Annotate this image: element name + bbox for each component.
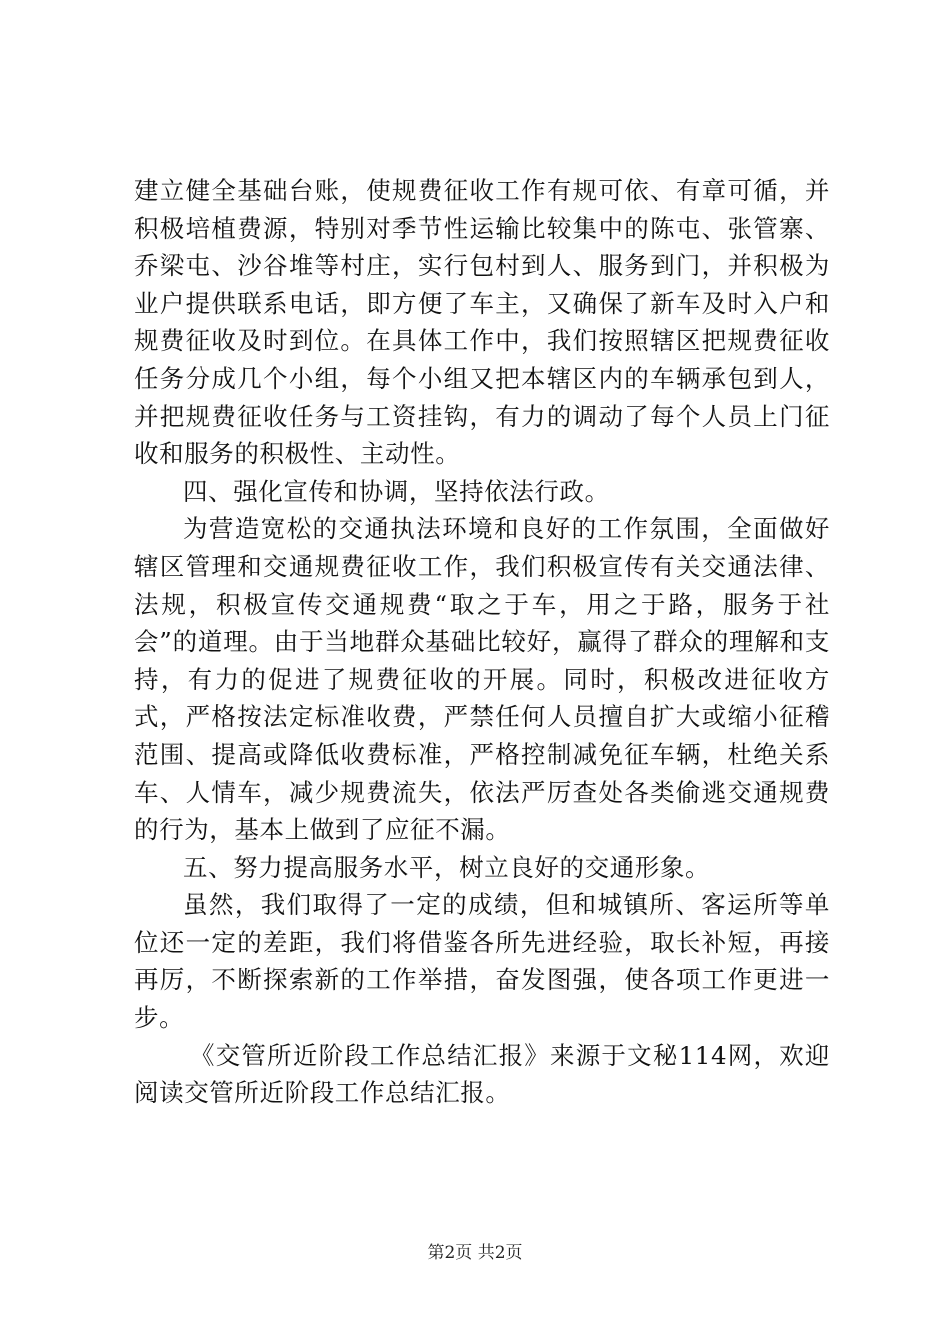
source-note: 《交管所近阶段工作总结汇报》来源于文秘114网，欢迎阅读交管所近阶段工作总结汇报。 xyxy=(134,1040,830,1108)
body-paragraph: 建立健全基础台账，使规费征收工作有规可依、有章可循，并积极培植费源，特别对季节性运输比较集中的陈屯、张管寨、乔梁屯、沙谷堆等村庄，实行包村到人、服务到门，并积极为业户提供联系电话，即方便了车主，又确保了新车及时入户和规费征收及时到位。在具体工作中，我们按照辖区把规费征收任务分成几个小组，每个小组又把本辖区内的车辆承包到人，并把规费征收任务与工资挂钩，有力的调动了每个人员上门征收和服务的积极性、主动性。 xyxy=(134,176,830,469)
body-paragraph: 虽然，我们取得了一定的成绩，但和城镇所、客运所等单位还一定的差距，我们将借鉴各所先进经验，取长补短，再接再厉，不断探索新的工作举措，奋发图强，使各项工作更进一步。 xyxy=(134,890,830,1033)
document-body xyxy=(134,172,830,1112)
section-heading: 五、努力提高服务水平，树立良好的交通形象。 xyxy=(183,852,711,882)
page-number: 第2页 共2页 xyxy=(427,1243,523,1263)
page-footer xyxy=(0,1243,950,1263)
section-heading: 四、强化宣传和协调，坚持依法行政。 xyxy=(183,476,610,506)
body-paragraph: 为营造宽松的交通执法环境和良好的工作氛围，全面做好辖区管理和交通规费征收工作，我们积极宣传有关交通法律、法规，积极宣传交通规费“取之于车，用之于路，服务于社会”的道理。由于当地群众基础比较好，赢得了群众的理解和支持，有力的促进了规费征收的开展。同时，积极改进征收方式，严格按法定标准收费，严禁任何人员擅自扩大或缩小征稽范围、提高或降低收费标准，严格控制减免征车辆，杜绝关系车、人情车，减少规费流失，依法严厉查处各类偷逃交通规费的行为，基本上做到了应征不漏。 xyxy=(134,514,830,845)
